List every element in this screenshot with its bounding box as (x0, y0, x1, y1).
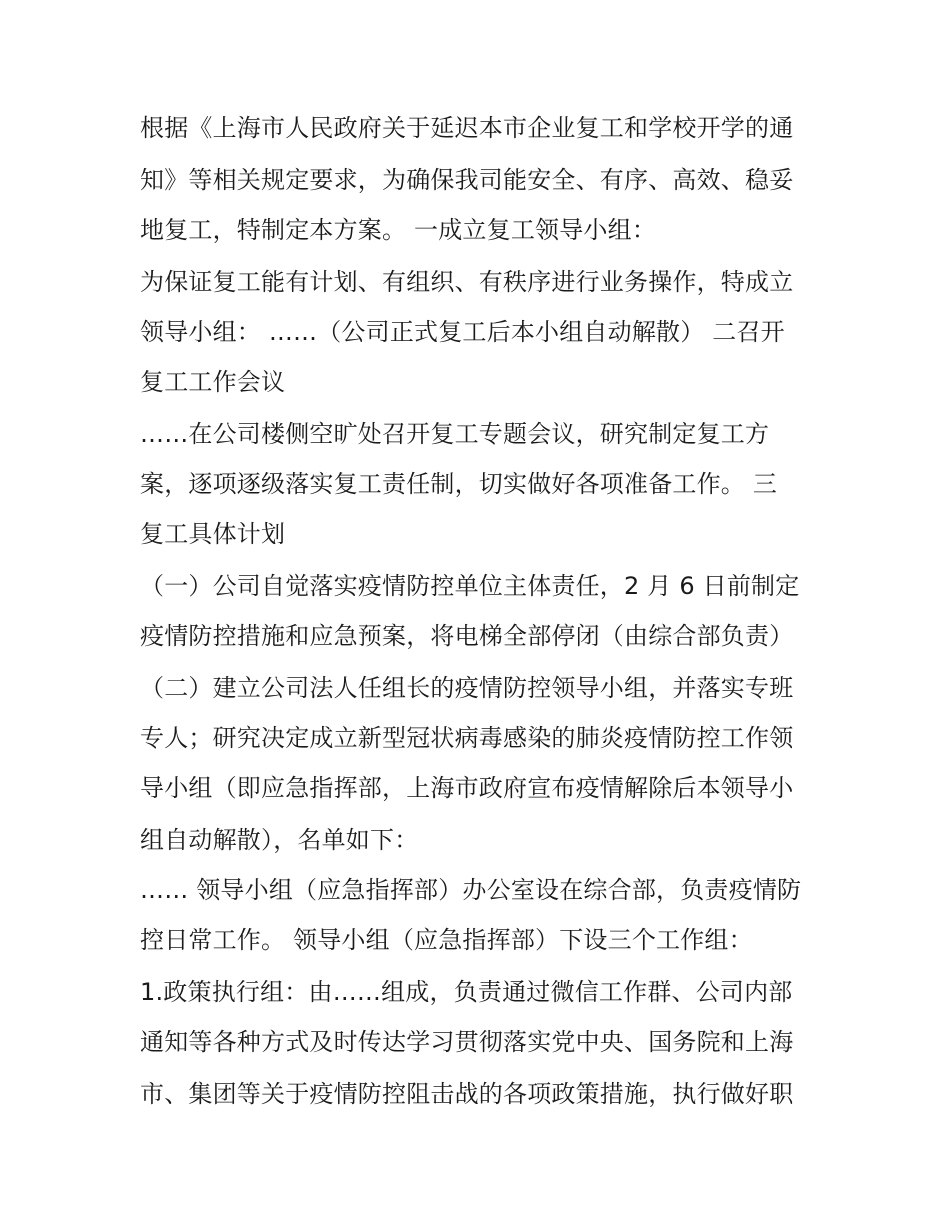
text-line-13: 专人；研究决定成立新型冠状病毒感染的肺炎疫情防控工作领 (140, 724, 794, 752)
text-line-11: 疫情防控措施和应急预案，将电梯全部停闭（由综合部负责） (140, 622, 794, 650)
text-line-12: （二）建立公司法人任组长的疫情防控领导小组，并落实专班 (140, 674, 794, 702)
text-line-8: 案，逐项逐级落实复工责任制，切实做好各项准备工作。 三 (140, 470, 778, 498)
text-line-18: 1.政策执行组：由……组成，负责通过微信工作群、公司内部 (140, 978, 793, 1006)
text-line-15: 组自动解散），名单如下： (140, 826, 419, 854)
text-line-4: 为保证复工能有计划、有组织、有秩序进行业务操作，特成立 (140, 268, 794, 296)
text-line-16: …… 领导小组（应急指挥部）办公室设在综合部，负责疫情防 (140, 876, 802, 904)
text-line-17: 控日常工作。 领导小组（应急指挥部）下设三个工作组： (140, 926, 753, 954)
text-line-2: 知》等相关规定要求，为确保我司能安全、有序、高效、稳妥 (140, 166, 794, 194)
text-line-20: 市、集团等关于疫情防控阻击战的各项政策措施，执行做好职 (140, 1080, 794, 1108)
text-line-7: ……在公司楼侧空旷处召开复工专题会议，研究制定复工方 (140, 420, 770, 448)
text-line-19: 通知等各种方式及时传达学习贯彻落实党中央、国务院和上海 (140, 1028, 794, 1056)
text-line-3: 地复工，特制定本方案。 一成立复工领导小组： (140, 216, 657, 244)
text-line-5: 领导小组： ……（公司正式复工后本小组自动解散） 二召开 (140, 318, 785, 346)
text-line-14: 导小组（即应急指挥部，上海市政府宣布疫情解除后本领导小 (140, 774, 794, 802)
text-line-10: （一）公司自觉落实疫情防控单位主体责任，2 月 6 日前制定 (140, 572, 800, 600)
text-line-6: 复工工作会议 (140, 368, 286, 396)
text-line-1: 根据《上海市人民政府关于延迟本市企业复工和学校开学的通 (140, 114, 794, 142)
text-line-9: 复工具体计划 (140, 520, 286, 548)
